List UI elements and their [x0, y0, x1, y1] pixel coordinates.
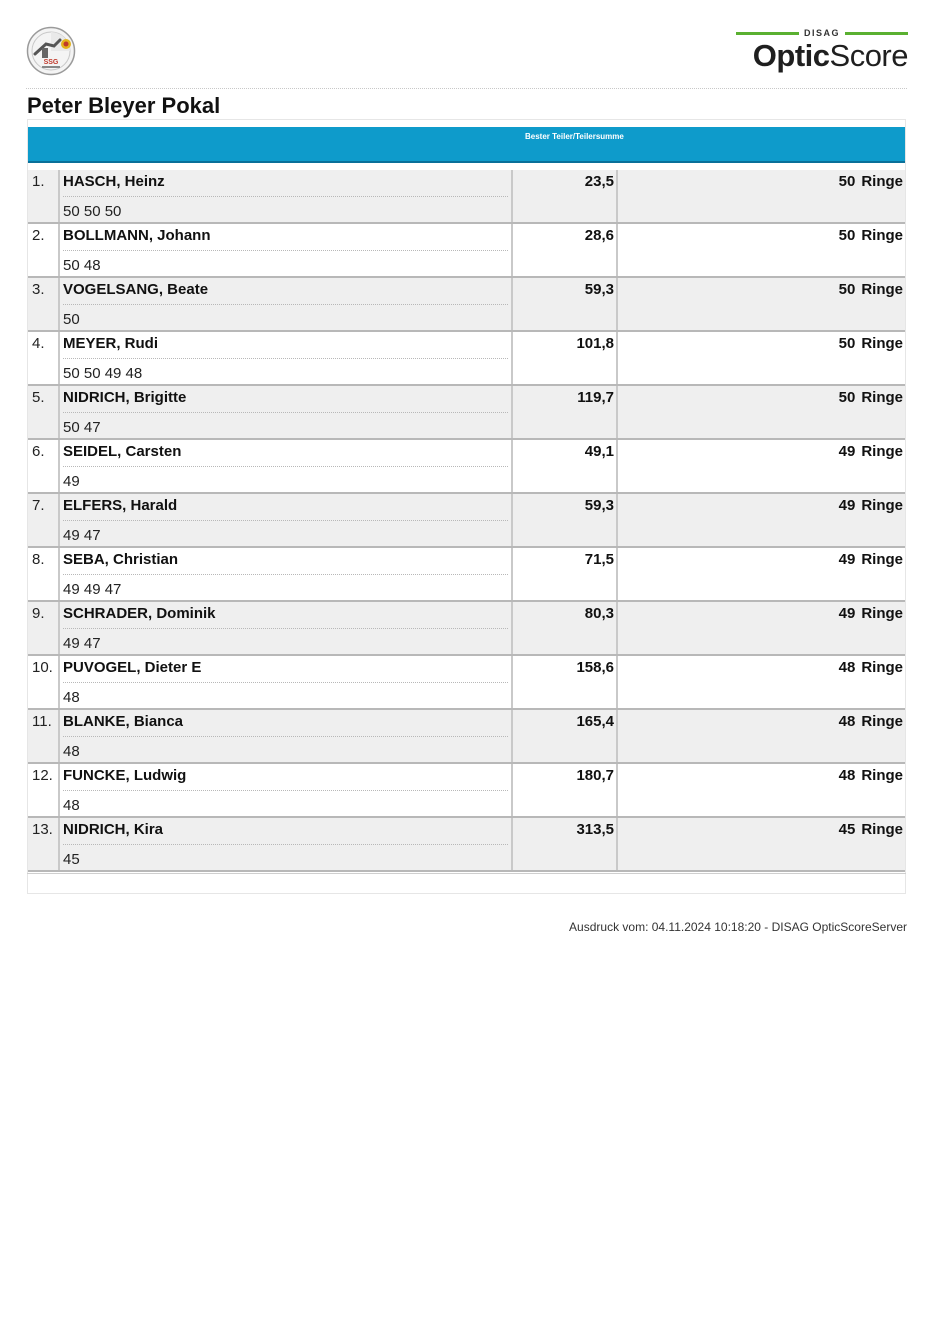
name-divider: [63, 574, 508, 575]
teiler-cell: [513, 548, 618, 600]
table-row: [28, 386, 905, 440]
shooter-name: NIDRICH, Brigitte: [63, 389, 187, 406]
rings-unit: Ringe: [861, 605, 903, 622]
best-teiler: 23,5: [584, 173, 614, 190]
rings-cell: [618, 440, 905, 492]
best-teiler: 165,4: [576, 713, 614, 730]
name-cell: [60, 656, 513, 708]
rings-value: [839, 389, 903, 406]
rings-value: [839, 281, 903, 298]
print-footer: Ausdruck vom: 04.11.2024 10:18:20 - DISAG OpticScoreServer: [569, 920, 907, 934]
rings: 48: [838, 767, 856, 784]
teiler-cell: [513, 440, 618, 492]
rank: 7.: [32, 497, 45, 514]
name-cell: [60, 818, 513, 870]
rings-cell: [618, 386, 905, 438]
rings-unit: Ringe: [861, 659, 903, 676]
table-row: [28, 278, 905, 332]
rank-cell: [28, 170, 60, 222]
rank-cell: [28, 710, 60, 762]
best-teiler: 28,6: [584, 227, 614, 244]
shooter-name: NIDRICH, Kira: [63, 821, 164, 838]
table-row: [28, 818, 905, 872]
best-teiler: 49,1: [584, 443, 614, 460]
shooter-name: ELFERS, Harald: [63, 497, 178, 514]
rings-unit: Ringe: [861, 443, 903, 460]
rank: 13.: [32, 821, 53, 838]
rings-value: [839, 551, 903, 568]
rank-cell: [28, 440, 60, 492]
table-row: [28, 494, 905, 548]
brand-score: Score: [829, 38, 908, 73]
brand-logo: [736, 28, 908, 76]
shooter-name: BLANKE, Bianca: [63, 713, 184, 730]
shot-series: 48: [63, 797, 80, 814]
rank-cell: [28, 278, 60, 330]
rings-unit: Ringe: [861, 497, 903, 514]
shooter-name: VOGELSANG, Beate: [63, 281, 209, 298]
rank-cell: [28, 656, 60, 708]
brand-optic: Optic: [752, 38, 830, 73]
name-cell: [60, 170, 513, 222]
name-divider: [63, 412, 508, 413]
club-logo: [26, 26, 76, 76]
rank-cell: [28, 224, 60, 276]
rings-unit: Ringe: [861, 389, 903, 406]
rings-unit: Ringe: [861, 335, 903, 352]
rank: 6.: [32, 443, 45, 460]
teiler-cell: [513, 710, 618, 762]
rank: 4.: [32, 335, 45, 352]
rank-cell: [28, 494, 60, 546]
shot-series: 45: [63, 851, 80, 868]
shot-series: 48: [63, 743, 80, 760]
rank: 11.: [32, 713, 52, 730]
rings-unit: Ringe: [861, 821, 903, 838]
rings: 49: [838, 605, 856, 622]
name-cell: [60, 764, 513, 816]
club-logo-text: SSG: [43, 59, 59, 66]
rings: 49: [838, 497, 856, 514]
teiler-cell: [513, 386, 618, 438]
name-cell: [60, 440, 513, 492]
best-teiler: 101,8: [576, 335, 614, 352]
rank: 3.: [32, 281, 45, 298]
brand-line-left: [736, 32, 799, 35]
rank-cell: [28, 818, 60, 870]
rank-cell: [28, 386, 60, 438]
teiler-cell: [513, 602, 618, 654]
teiler-cell: [513, 656, 618, 708]
table-row: [28, 764, 905, 818]
name-divider: [63, 250, 508, 251]
rings-value: [839, 335, 903, 352]
rings: 48: [838, 713, 856, 730]
rings: 49: [838, 443, 856, 460]
shot-series: 50 50 50: [63, 203, 122, 220]
rank-cell: [28, 602, 60, 654]
name-divider: [63, 628, 508, 629]
table-row: [28, 224, 905, 278]
table-bottom-rule: [27, 873, 906, 874]
rank-cell: [28, 548, 60, 600]
shot-series: 49 47: [63, 527, 101, 544]
brand-line-right: [845, 32, 908, 35]
table-row: [28, 440, 905, 494]
teiler-cell: [513, 332, 618, 384]
table-header: [28, 127, 905, 163]
rank: 5.: [32, 389, 45, 406]
teiler-cell: [513, 278, 618, 330]
shot-series: 49 47: [63, 635, 101, 652]
teiler-cell: [513, 494, 618, 546]
rings-value: [839, 605, 903, 622]
name-divider: [63, 358, 508, 359]
rings: 50: [838, 227, 856, 244]
shooter-name: FUNCKE, Ludwig: [63, 767, 187, 784]
rings: 49: [838, 551, 856, 568]
rank: 12.: [32, 767, 53, 784]
rings-value: [839, 659, 903, 676]
teiler-cell: [513, 170, 618, 222]
table-row: [28, 710, 905, 764]
table-row: [28, 332, 905, 386]
shooter-name: HASCH, Heinz: [63, 173, 165, 190]
rings: 48: [838, 659, 856, 676]
name-divider: [63, 736, 508, 737]
rings-cell: [618, 548, 905, 600]
shot-series: 48: [63, 689, 80, 706]
name-divider: [63, 196, 508, 197]
teiler-cell: [513, 224, 618, 276]
best-teiler: 59,3: [584, 281, 614, 298]
rank: 10.: [32, 659, 53, 676]
rings: 50: [838, 281, 856, 298]
shot-series: 50 48: [63, 257, 101, 274]
shooter-name: SEBA, Christian: [63, 551, 179, 568]
rank: 2.: [32, 227, 45, 244]
rings: 45: [838, 821, 856, 838]
rings: 50: [838, 335, 856, 352]
rings-cell: [618, 818, 905, 870]
rings-value: [839, 227, 903, 244]
name-cell: [60, 278, 513, 330]
best-teiler: 59,3: [584, 497, 614, 514]
shot-series: 49: [63, 473, 80, 490]
rings-unit: Ringe: [861, 551, 903, 568]
brand-disag: DISAG: [804, 28, 841, 38]
shooter-name: BOLLMANN, Johann: [63, 227, 211, 244]
shooter-name: SEIDEL, Carsten: [63, 443, 182, 460]
rings-unit: Ringe: [861, 713, 903, 730]
rings-value: [839, 497, 903, 514]
shot-series: 50 47: [63, 419, 101, 436]
best-teiler: 71,5: [584, 551, 614, 568]
top-divider: [26, 88, 907, 89]
name-cell: [60, 386, 513, 438]
column-header-teiler: Bester Teiler/Teilersumme: [525, 132, 624, 141]
name-divider: [63, 466, 508, 467]
teiler-cell: [513, 818, 618, 870]
name-divider: [63, 682, 508, 683]
rings-unit: Ringe: [861, 767, 903, 784]
name-cell: [60, 494, 513, 546]
rings-value: [839, 173, 903, 190]
page-title: Peter Bleyer Pokal: [27, 93, 221, 118]
rings: 50: [838, 173, 856, 190]
name-divider: [63, 520, 508, 521]
name-divider: [63, 844, 508, 845]
rings: 50: [838, 389, 856, 406]
rings-value: [839, 443, 903, 460]
rings-cell: [618, 710, 905, 762]
rings-unit: Ringe: [861, 227, 903, 244]
rings-cell: [618, 224, 905, 276]
best-teiler: 119,7: [577, 389, 614, 406]
rings-cell: [618, 170, 905, 222]
rings-cell: [618, 764, 905, 816]
rings-cell: [618, 332, 905, 384]
table-row: [28, 170, 905, 224]
table-row: [28, 548, 905, 602]
name-cell: [60, 224, 513, 276]
shot-series: 50 50 49 48: [63, 365, 143, 382]
shooter-name: MEYER, Rudi: [63, 335, 159, 352]
brand-name: [736, 38, 908, 74]
name-cell: [60, 602, 513, 654]
rank-cell: [28, 332, 60, 384]
shot-series: 49 49 47: [63, 581, 122, 598]
best-teiler: 158,6: [576, 659, 614, 676]
rings-unit: Ringe: [861, 173, 903, 190]
name-cell: [60, 710, 513, 762]
rings-value: [839, 767, 903, 784]
results-table: [28, 170, 905, 872]
rings-cell: [618, 278, 905, 330]
shooter-name: PUVOGEL, Dieter E: [63, 659, 202, 676]
rank: 9.: [32, 605, 45, 622]
best-teiler: 80,3: [584, 605, 614, 622]
rank: 1.: [32, 173, 45, 190]
rings-cell: [618, 494, 905, 546]
shooter-name: SCHRADER, Dominik: [63, 605, 216, 622]
brand-top: [736, 28, 908, 38]
rings-cell: [618, 656, 905, 708]
teiler-cell: [513, 764, 618, 816]
name-cell: [60, 332, 513, 384]
name-divider: [63, 790, 508, 791]
rings-cell: [618, 602, 905, 654]
rings-value: [839, 821, 903, 838]
table-row: [28, 656, 905, 710]
rings-unit: Ringe: [861, 281, 903, 298]
table-row: [28, 602, 905, 656]
best-teiler: 313,5: [576, 821, 614, 838]
name-divider: [63, 304, 508, 305]
rank-cell: [28, 764, 60, 816]
rank: 8.: [32, 551, 45, 568]
name-cell: [60, 548, 513, 600]
best-teiler: 180,7: [576, 767, 614, 784]
rings-value: [839, 713, 903, 730]
shot-series: 50: [63, 311, 80, 328]
